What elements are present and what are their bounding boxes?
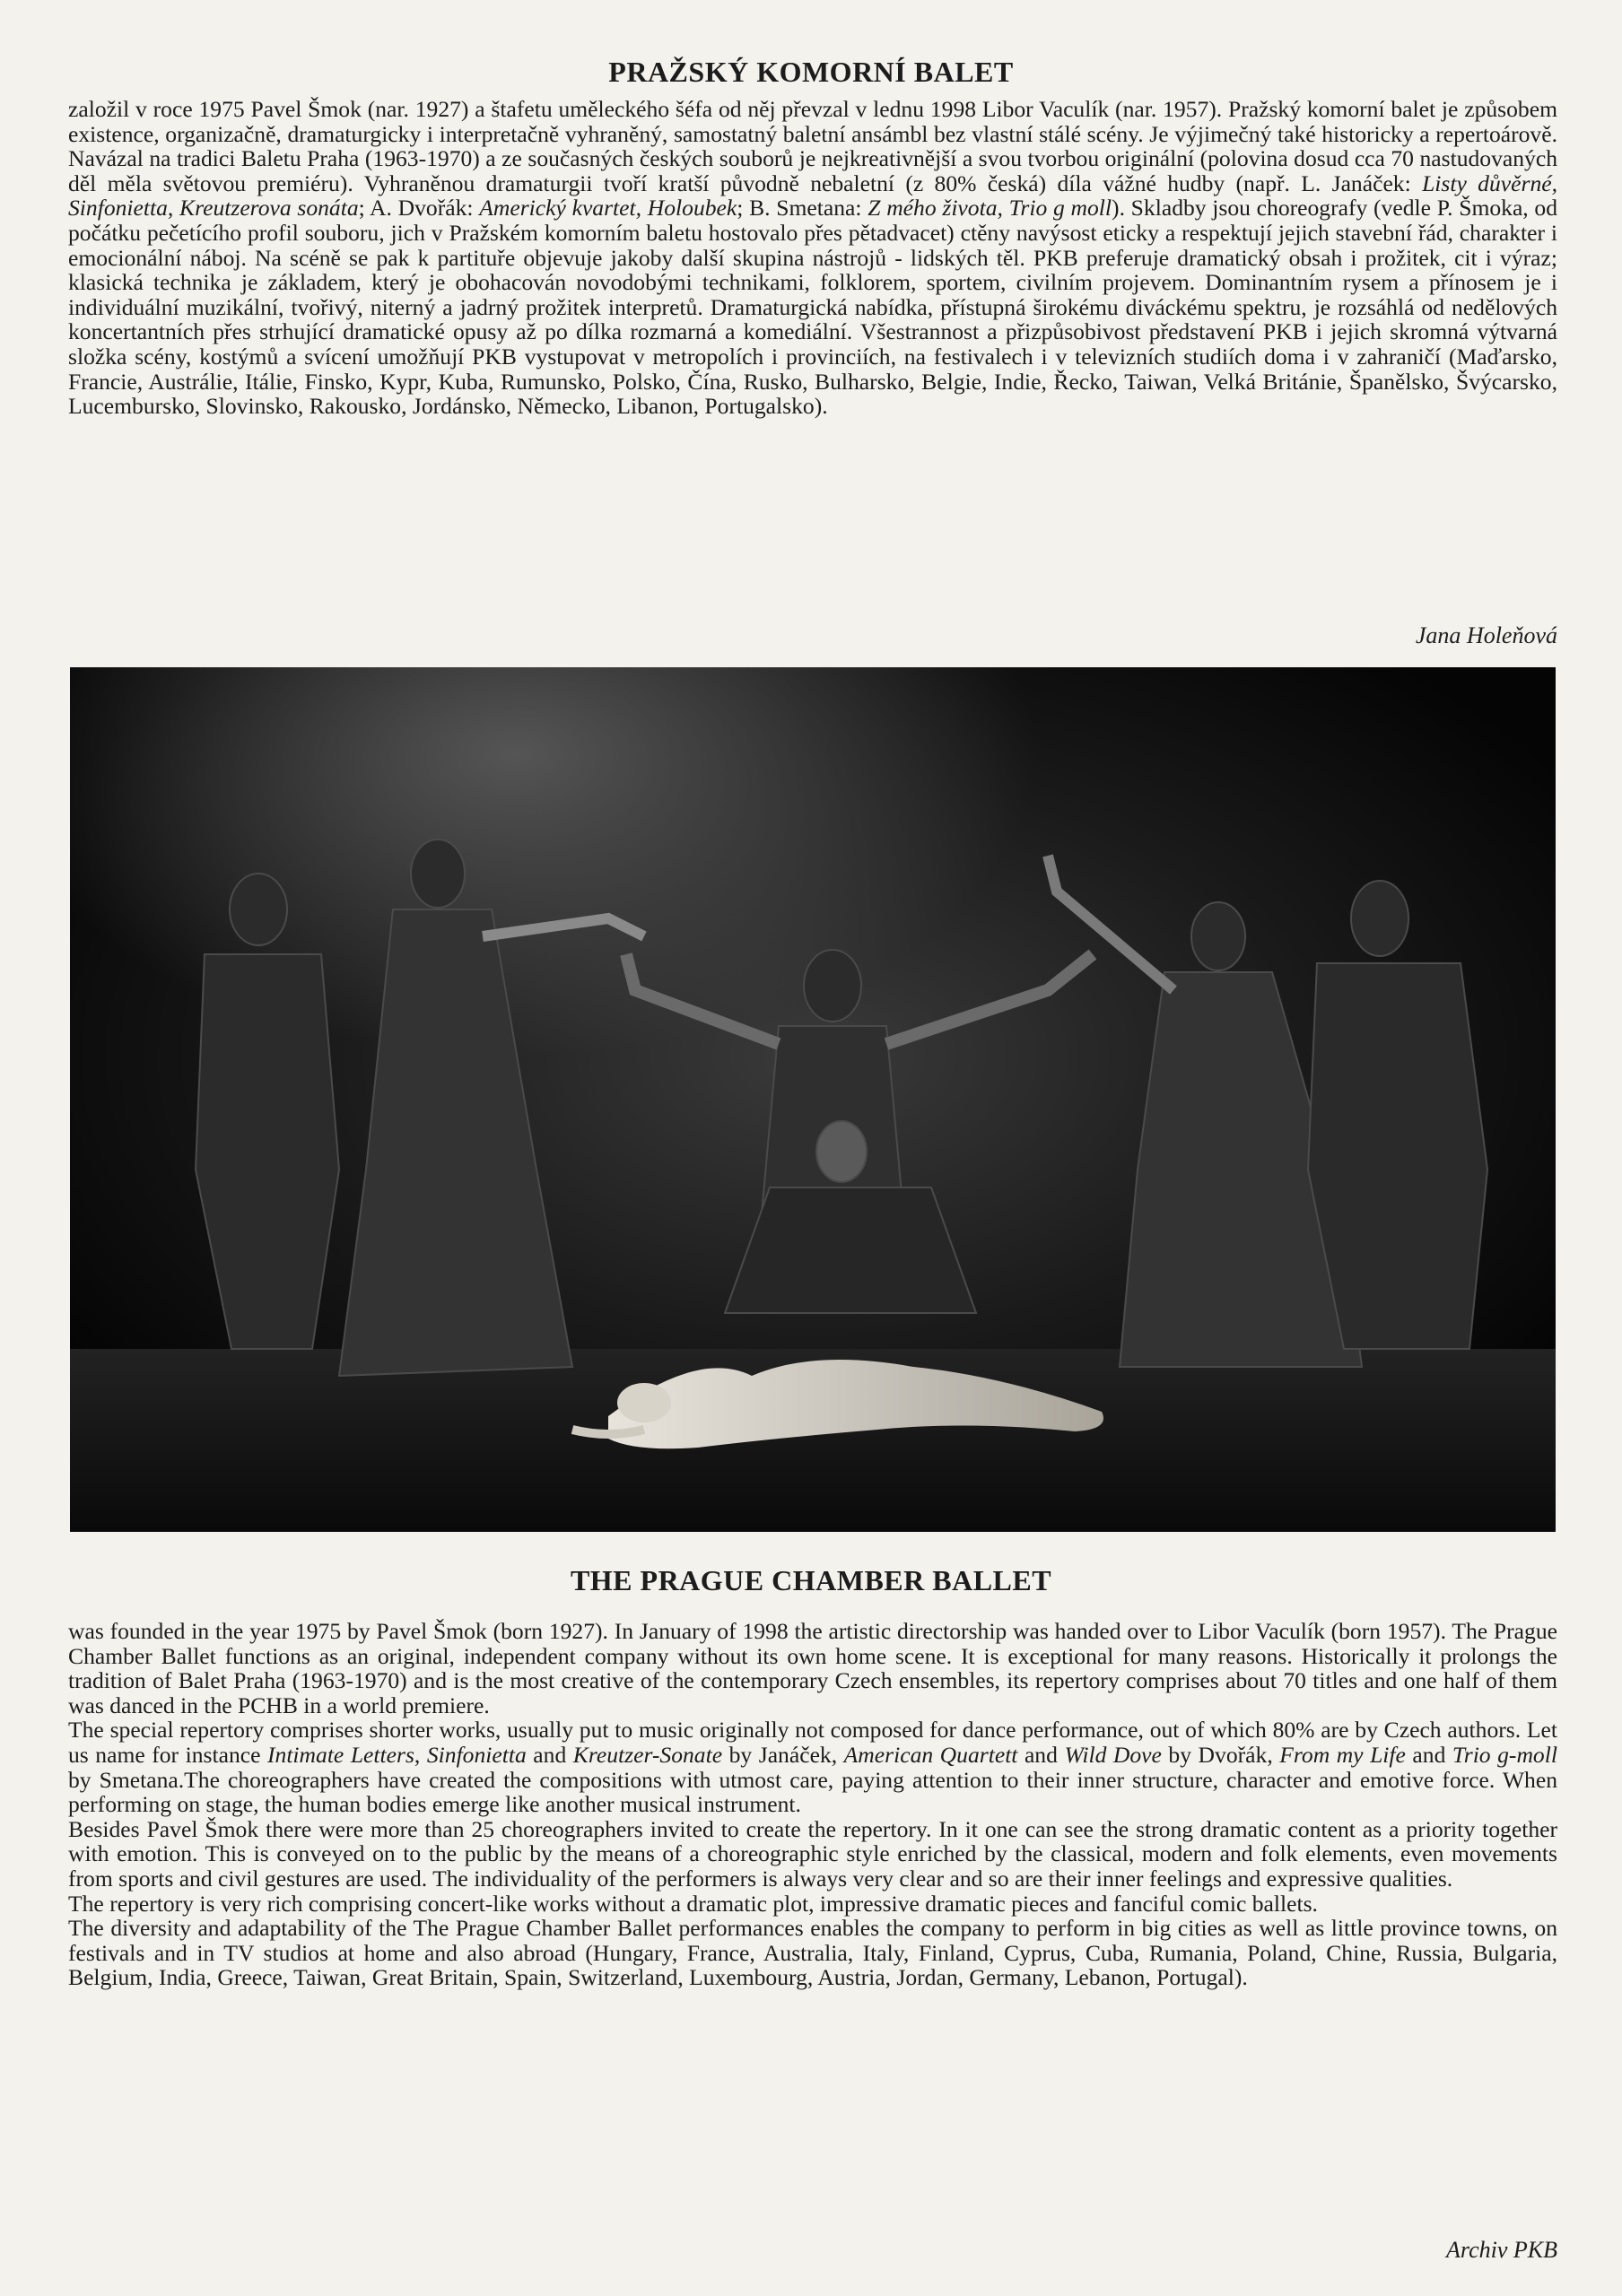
- english-paragraph: [68, 1718, 1557, 1816]
- czech-title: PRAŽSKÝ KOMORNÍ BALET: [608, 56, 1014, 88]
- work-title: From my Life: [1279, 1741, 1406, 1768]
- text-run: by Janáček,: [722, 1741, 844, 1768]
- text-run: and: [1405, 1741, 1452, 1768]
- english-paragraph: was founded in the year 1975 by Pavel Šmok (born 1927). In January of 1998 the artistic directorship was handed over to Libor Vaculík (born 1957). The Prague Chamber Ballet functions as an original, independent company without its own home scene. It is exceptional for many reasons. Historically it prolongs the tradition of Balet Praha (1963-1970) and is the most creative of the contemporary Czech ensembles, its repertory comprises about 70 titles and one half of them was danced in the PCHB in a world premiere.: [68, 1618, 1557, 1718]
- czech-author-signature: Jana Holeňová: [1415, 622, 1557, 648]
- czech-paragraph: [68, 97, 1557, 419]
- work-title: Intimate Letters: [267, 1741, 414, 1768]
- work-title: Z mého života, Trio g moll: [868, 195, 1112, 222]
- ballet-photo: [70, 667, 1556, 1532]
- work-title: American Quartett: [843, 1741, 1018, 1768]
- work-title: Wild Dove: [1064, 1741, 1162, 1768]
- english-body: [68, 1619, 1557, 1990]
- text-run: ; B. Smetana:: [737, 195, 868, 222]
- text-run: The special repertory comprises shorter works, usually put to music originally not composed for dance performance, out of which 80% are by Czech authors. Let us name for instance: [68, 1717, 1557, 1768]
- work-title: Sinfonietta: [426, 1741, 527, 1768]
- text-run: and: [1017, 1741, 1065, 1768]
- english-paragraph: The diversity and adaptability of the The Prague Chamber Ballet performances enables the company to perform in big cities as well as little province towns, on festivals and in TV studios at home and also abroad (Hungary, France, Australia, Italy, Finland, Cyprus, Cuba, Rumania, Poland, Chine, Russia, Bulgaria, Belgium, India, Greece, Taiwan, Great Britain, Spain, Switzerland, Luxembourg, Austria, Jordan, Germany, Lebanon, Portugal).: [68, 1915, 1557, 1991]
- english-paragraph: Besides Pavel Šmok there were more than 25 choreographers invited to create the repertory. In it one can see the strong dramatic content as a priority together with emotion. This is conveyed on to the public by the means of a choreographic style enriched by the classical, modern and folk elements, even movements from sports and civil gestures are used. The individuality of the performers is always very clear and so are their inner feelings and expressive qualities.: [68, 1815, 1557, 1892]
- text-run: ). Skladby jsou choreografy (vedle P. Šmoka, od počátku pečetícího profil souboru, jich v Pražském komorním baletu hostovalo přes pětadvacet) ctěny navýsost eticky a respektují jejich stavební řád, charakter i emocionální náboj. Na scéně se pak k partituře objevuje jakoby další skupina nástrojů - lidských těl. PKB preferuje dramatický obsah i prožitek, cit i výraz; klasická technika je základem, který je obohacován novodobými technikami, folklorem, sportem, civilním projevem. Dominantním rysem a přínosem je i individuální muzikální, tvořivý, niterný a jadrný prožitek interpretů. Dramaturgická nabídka, přístupná širokému diváckému spektru, je rozsáhlá od nedělových koncertantních přes strhující dramatické opusy až po dílka rozmarná a komediální. Všestrannost a přizpůsobivost představení PKB i jejich skromná výtvarná složka scény, kostýmů a svícení umožňují PKB vystupovat v metropolích i provinciích, na festivalech i v televizních studiích doma i v zahraničí (Maďarsko, Francie, Austrálie, Itálie, Finsko, Kypr, Kuba, Rumunsko, Polsko, Čína, Rusko, Bulharsko, Belgie, Indie, Řecko, Taiwan, Velká Británie, Španělsko, Švýcarsko, Lucembursko, Slovinsko, Rakousko, Jordánsko, Německo, Libanon, Portugalsko).: [68, 195, 1558, 420]
- ballet-photo-illustration: [70, 667, 1556, 1532]
- text-run: and: [526, 1741, 573, 1768]
- text-run: by Dvořák,: [1161, 1741, 1280, 1768]
- work-title: Americký kvartet, Holoubek: [479, 195, 737, 222]
- work-title: Trio g-moll: [1452, 1741, 1557, 1768]
- text-run: ; A. Dvořák:: [358, 195, 480, 222]
- text-run: založil v roce 1975 Pavel Šmok (nar. 1927) a štafetu uměleckého šéfa od něj převzal v lednu 1998 Libor Vaculík (nar. 1957). Pražský komorní balet je způsobem existence, organizačně, dramaturgicky i interpretačně vyhraněný, samostatný baletní ansámbl bez vlastní stálé scény. Je výjimečný také historicky a repertoárově. Navázal na tradici Baletu Praha (1963-1970) a ze současných českých souborů je nejkreativnější a svou tvorbou originální (polovina dosud cca 70 nastudovaných děl měla světovou premiéru). Vyhraněnou dramaturgii tvoří kratší původně nebaletní (z 80% česká) díla vážné hudby (např. L. Janáček:: [68, 96, 1557, 196]
- text-run: by Smetana.The choreographers have created the compositions with utmost care, paying attention to their inner structure, character and emotive force. When performing on stage, the human bodies emerge like another musical instrument.: [68, 1766, 1557, 1818]
- text-run: ,: [414, 1741, 427, 1768]
- czech-body: [68, 97, 1557, 419]
- work-title: Kreutzer-Sonate: [572, 1741, 723, 1768]
- work-title: Listy důvěrné, Sinfonietta, Kreutzerova sonáta: [68, 170, 1557, 222]
- english-source-signature: Archiv PKB: [1446, 2237, 1557, 2263]
- english-paragraph: The repertory is very rich comprising concert-like works without a dramatic plot, impressive dramatic pieces and fanciful comic ballets.: [68, 1890, 1318, 1917]
- english-title: THE PRAGUE CHAMBER BALLET: [570, 1564, 1052, 1596]
